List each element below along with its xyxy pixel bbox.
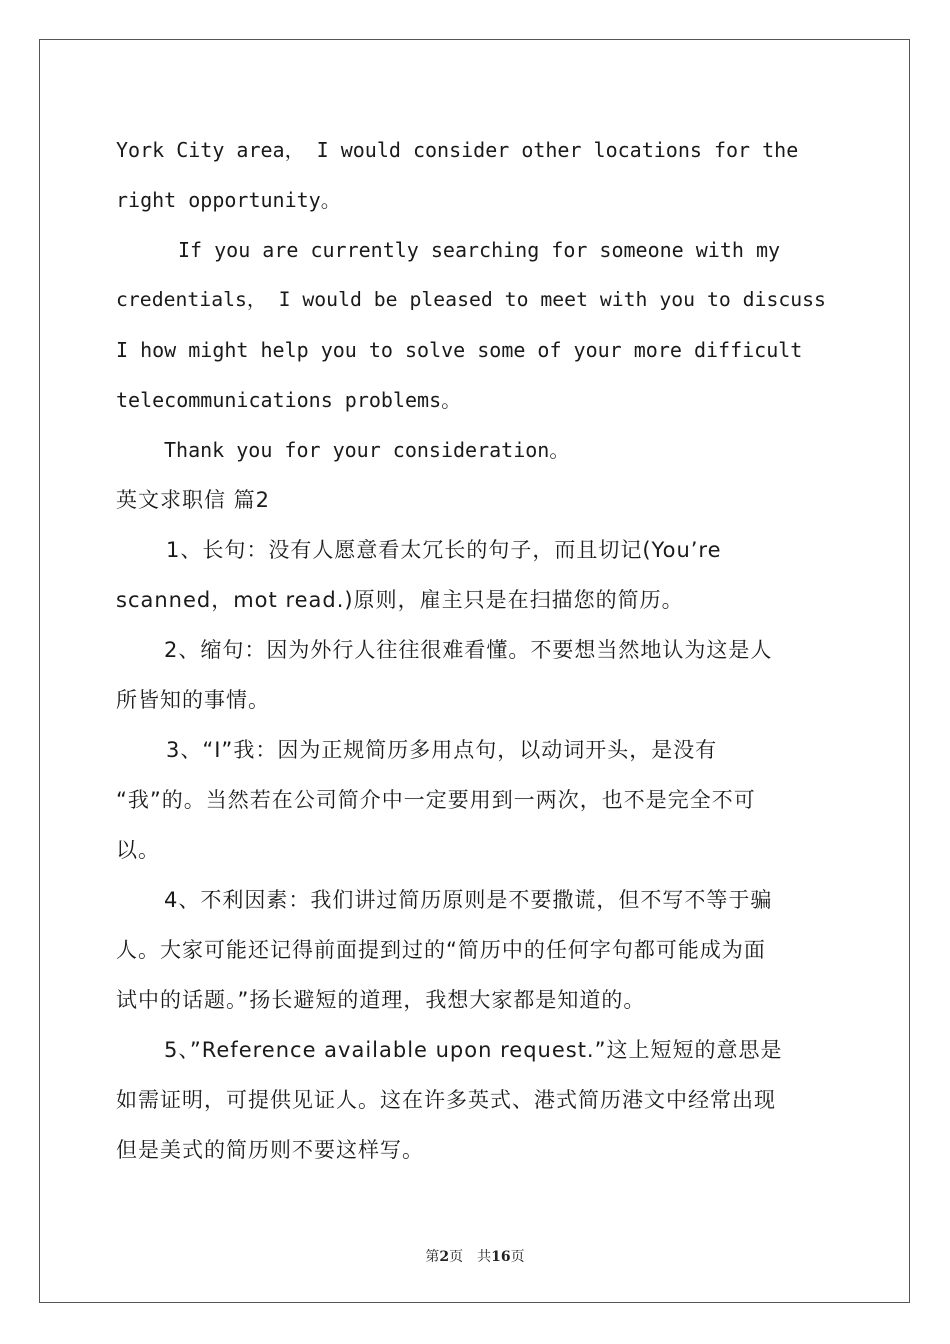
text-line: York City area， I would consider other locations for the — [116, 138, 799, 162]
text-line: 2、缩句：因为外行人往往很难看懂。不要想当然地认为这是人 — [164, 638, 773, 662]
footer-suffix: 页 — [510, 1249, 525, 1265]
footer-prefix: 第 — [425, 1249, 440, 1265]
text-line: I how might help you to solve some of your more difficult — [116, 338, 803, 362]
text-line: 5、”Reference available upon request.”这上短短的意思是 — [164, 1038, 783, 1062]
text-line: 但是美式的简历则不要这样写。 — [116, 1138, 424, 1162]
text-line: Thank you for your consideration。 — [164, 438, 570, 462]
text-line: scanned，mot read.)原则，雇主只是在扫描您的简历。 — [116, 588, 684, 612]
document-body — [116, 125, 834, 1175]
text-line: 1、长句：没有人愿意看太冗长的句子，而且切记(You’re — [166, 538, 722, 562]
text-line: credentials， I would be pleased to meet with you to discuss — [116, 288, 826, 311]
text-line: 所皆知的事情。 — [116, 688, 270, 712]
text-line: 试中的话题。”扬长避短的道理，我想大家都是知道的。 — [116, 988, 646, 1012]
text-line: 4、不利因素：我们讲过简历原则是不要撒谎，但不写不等于骗 — [164, 888, 773, 912]
text-line: 3、“I”我：因为正规简历多用点句，以动词开头，是没有 — [166, 738, 718, 762]
text-line: right opportunity。 — [116, 188, 341, 212]
text-line: 如需证明，可提供见证人。这在许多英式、港式简历港文中经常出现 — [116, 1088, 776, 1112]
section-heading: 英文求职信 篇2 — [116, 488, 271, 512]
text-line: 以。 — [116, 838, 160, 862]
text-line: 人。大家可能还记得前面提到过的“简历中的任何字句都可能成为面 — [116, 938, 766, 962]
footer-mid: 页 共 — [449, 1249, 492, 1265]
footer-total-pages: 16 — [491, 1249, 511, 1265]
text-line: If you are currently searching for someone with my — [178, 238, 781, 262]
text-line: telecommunications problems。 — [116, 388, 462, 412]
page-footer — [0, 1246, 950, 1266]
text-line: “我”的。当然若在公司简介中一定要用到一两次，也不是完全不可 — [116, 788, 756, 812]
footer-page-number: 2 — [439, 1249, 450, 1265]
